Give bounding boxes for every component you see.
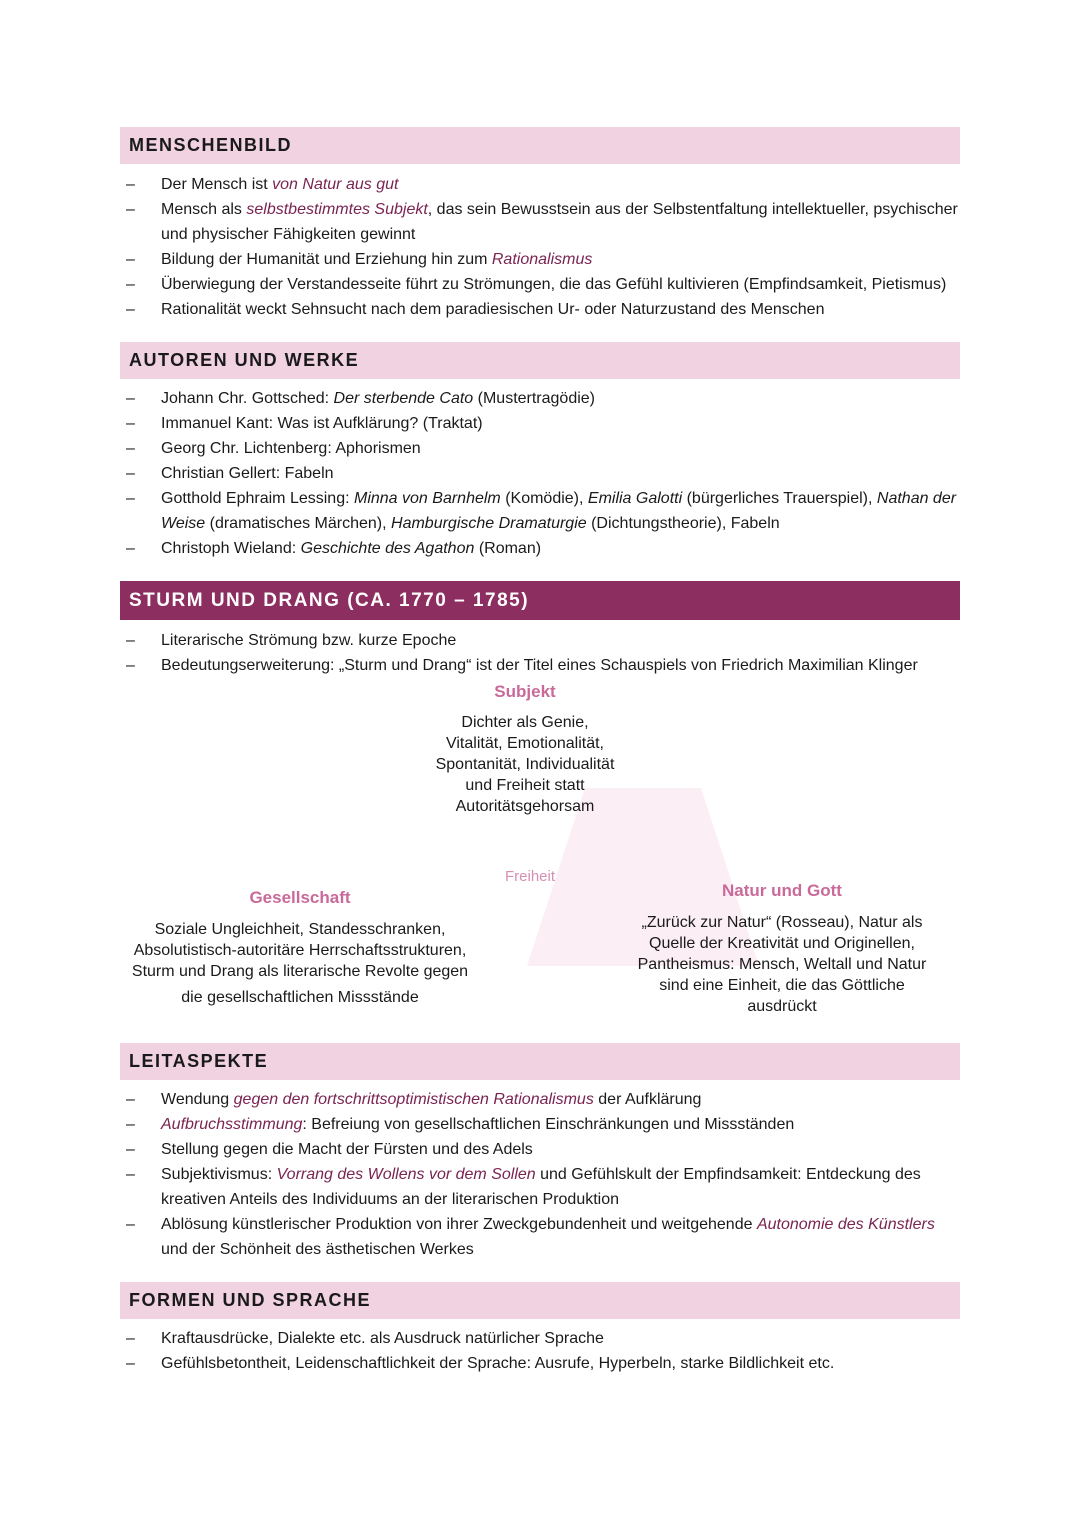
work-title: Der sterbende Cato — [333, 390, 474, 407]
item-text: Christoph Wieland: — [161, 540, 301, 557]
item-text: und der Schönheit des ästhetischen Werkes — [161, 1241, 474, 1258]
item-text: Kraftausdrücke, Dialekte etc. als Ausdruck natürlicher Sprache — [161, 1330, 604, 1347]
list-item — [120, 486, 960, 536]
dash-bullet: – — [126, 632, 135, 649]
work-title: Emilia Galotti — [587, 490, 683, 507]
list-item — [120, 272, 960, 297]
item-text: (dramatisches Märchen), — [205, 515, 392, 532]
item-text: Gefühlsbetontheit, Leidenschaftlichkeit der Sprache: Ausrufe, Hyperbeln, starke Bildlichkeit etc. — [161, 1355, 835, 1372]
work-title: Hamburgische Dramaturgie — [391, 515, 587, 532]
list-item — [120, 197, 960, 247]
item-text: Gotthold Ephraim Lessing: — [161, 490, 354, 507]
item-text: : Befreiung von gesellschaftlichen Einschränkungen und Missständen — [302, 1116, 795, 1133]
item-text: Literarische Strömung bzw. kurze Epoche — [161, 632, 457, 649]
list-item — [120, 1162, 960, 1212]
list-item — [120, 172, 960, 197]
dash-bullet: – — [126, 657, 135, 674]
dash-bullet: – — [126, 176, 135, 193]
natur-line: Quelle der Kreativität und Originellen, — [649, 935, 915, 952]
dash-bullet: – — [126, 540, 135, 557]
item-text: Johann Chr. Gottsched: — [161, 390, 334, 407]
natur-line: „Zurück zur Natur“ (Rosseau), Natur als — [641, 914, 923, 931]
work-title: Nathan der Weise — [161, 490, 957, 532]
item-text: Bildung der Humanität und Erziehung hin zum — [161, 251, 492, 268]
list-item — [120, 411, 960, 436]
gesellschaft-text — [115, 919, 485, 1008]
dash-bullet: – — [126, 415, 135, 432]
list-item — [120, 1087, 960, 1112]
item-emphasis: Vorrang des Wollens vor dem Sollen — [276, 1166, 536, 1183]
item-text: Christian Gellert: Fabeln — [161, 465, 334, 482]
item-text: (Roman) — [474, 540, 542, 557]
dash-bullet: – — [126, 1330, 135, 1347]
list-item — [120, 628, 960, 653]
list-item — [120, 536, 960, 561]
page — [120, 127, 960, 1376]
item-text: Mensch als — [161, 201, 247, 218]
menschenbild-list — [120, 172, 960, 322]
item-text: (Mustertragödie) — [473, 390, 596, 407]
dash-bullet: – — [126, 465, 135, 482]
natur-line: ausdrückt — [747, 998, 817, 1015]
natur-gott-text — [620, 912, 944, 1017]
list-item — [120, 1326, 960, 1351]
natur-line: sind eine Einheit, die das Göttliche — [659, 977, 905, 994]
gesellschaft-line: die gesellschaftlichen Missstände — [181, 989, 419, 1006]
item-text: (Komödie), — [500, 490, 588, 507]
dash-bullet: – — [126, 1166, 135, 1183]
list-item — [120, 386, 960, 411]
triangle-diagram — [120, 678, 960, 1033]
work-title: Geschichte des Agathon — [300, 540, 475, 557]
item-text: und Gefühlskult der Empfindsamkeit: Entdeckung des kreativen Anteils des Individuums an der literarischen Produktion — [161, 1166, 921, 1208]
dash-bullet: – — [126, 251, 135, 268]
subjekt-line: Autoritätsgehorsam — [455, 798, 595, 815]
section-header-sturm-und-drang: STURM UND DRANG (CA. 1770 – 1785) — [120, 581, 960, 620]
item-text: Subjektivismus: — [161, 1166, 277, 1183]
list-item — [120, 1112, 960, 1137]
dash-bullet: – — [126, 1116, 135, 1133]
item-emphasis: Rationalismus — [491, 251, 593, 268]
section-header-leitaspekte: LEITASPEKTE — [120, 1043, 960, 1080]
sturm-list — [120, 628, 960, 678]
dash-bullet: – — [126, 1141, 135, 1158]
dash-bullet: – — [126, 440, 135, 457]
dash-bullet: – — [126, 1091, 135, 1108]
list-item — [120, 1137, 960, 1162]
item-emphasis: Autonomie des Künstlers — [756, 1216, 935, 1233]
natur-line: Pantheismus: Mensch, Weltall und Natur — [637, 956, 927, 973]
gesellschaft-line: Sturm und Drang als literarische Revolte gegen — [131, 963, 469, 980]
list-item — [120, 461, 960, 486]
gesellschaft-title: Gesellschaft — [249, 888, 351, 907]
item-text: (bürgerliches Trauerspiel), — [682, 490, 877, 507]
list-item — [120, 247, 960, 272]
list-item — [120, 1212, 960, 1262]
item-text: , das sein Bewusstsein aus der Selbstentfaltung intellektueller, psychischer und physischer Fähigkeiten gewinnt — [161, 201, 958, 243]
item-text: der Aufklärung — [593, 1091, 702, 1108]
autoren-list — [120, 386, 960, 561]
item-text: Stellung gegen die Macht der Fürsten und des Adels — [161, 1141, 533, 1158]
dash-bullet: – — [126, 490, 135, 507]
dash-bullet: – — [126, 301, 135, 318]
work-title: Minna von Barnhelm — [354, 490, 501, 507]
item-text: Bedeutungserweiterung: „Sturm und Drang“ ist der Titel eines Schauspiels von Friedrich Maximilian Klinger — [161, 657, 918, 674]
list-item — [120, 436, 960, 461]
gesellschaft-line: Absolutistisch-autoritäre Herrschaftsstrukturen, — [133, 942, 467, 959]
dash-bullet: – — [126, 390, 135, 407]
dash-bullet: – — [126, 1355, 135, 1372]
item-text: Wendung — [161, 1091, 234, 1108]
list-item — [120, 653, 960, 678]
dash-bullet: – — [126, 276, 135, 293]
item-text: Überwiegung der Verstandesseite führt zu Strömungen, die das Gefühl kultivieren (Empfindsamkeit, Pietismus) — [161, 276, 947, 293]
item-text: Der Mensch ist — [161, 176, 273, 193]
formen-list — [120, 1326, 960, 1376]
subjekt-text — [400, 712, 650, 817]
item-text: Ablösung künstlerischer Produktion von ihrer Zweckgebundenheit und weitgehende — [161, 1216, 757, 1233]
section-header-menschenbild: MENSCHENBILD — [120, 127, 960, 164]
item-text: Georg Chr. Lichtenberg: Aphorismen — [161, 440, 421, 457]
subjekt-line: Dichter als Genie, — [461, 714, 589, 731]
item-emphasis: selbstbestimmtes Subjekt — [246, 201, 428, 218]
list-item — [120, 1351, 960, 1376]
subjekt-line: und Freiheit statt — [465, 777, 585, 794]
leitaspekte-list — [120, 1087, 960, 1262]
subjekt-line: Vitalität, Emotionalität, — [445, 735, 604, 752]
gesellschaft-line: Soziale Ungleichheit, Standesschranken, — [154, 921, 446, 938]
dash-bullet: – — [126, 201, 135, 218]
item-emphasis: von Natur aus gut — [272, 176, 399, 193]
dash-bullet: – — [126, 1216, 135, 1233]
subjekt-line: Spontanität, Individualität — [435, 756, 615, 773]
item-emphasis: Aufbruchsstimmung — [161, 1116, 303, 1133]
center-label: Freiheit — [504, 868, 556, 885]
list-item — [120, 297, 960, 322]
item-text: Rationalität weckt Sehnsucht nach dem paradiesischen Ur- oder Naturzustand des Menschen — [161, 301, 825, 318]
item-emphasis: gegen den fortschrittsoptimistischen Rationalismus — [233, 1091, 594, 1108]
item-text: Immanuel Kant: Was ist Aufklärung? (Traktat) — [161, 415, 483, 432]
subjekt-title: Subjekt — [494, 682, 556, 701]
item-text: (Dichtungstheorie), Fabeln — [586, 515, 780, 532]
section-header-autoren: AUTOREN UND WERKE — [120, 342, 960, 379]
section-header-formen: FORMEN UND SPRACHE — [120, 1282, 960, 1319]
natur-gott-title: Natur und Gott — [722, 881, 842, 900]
